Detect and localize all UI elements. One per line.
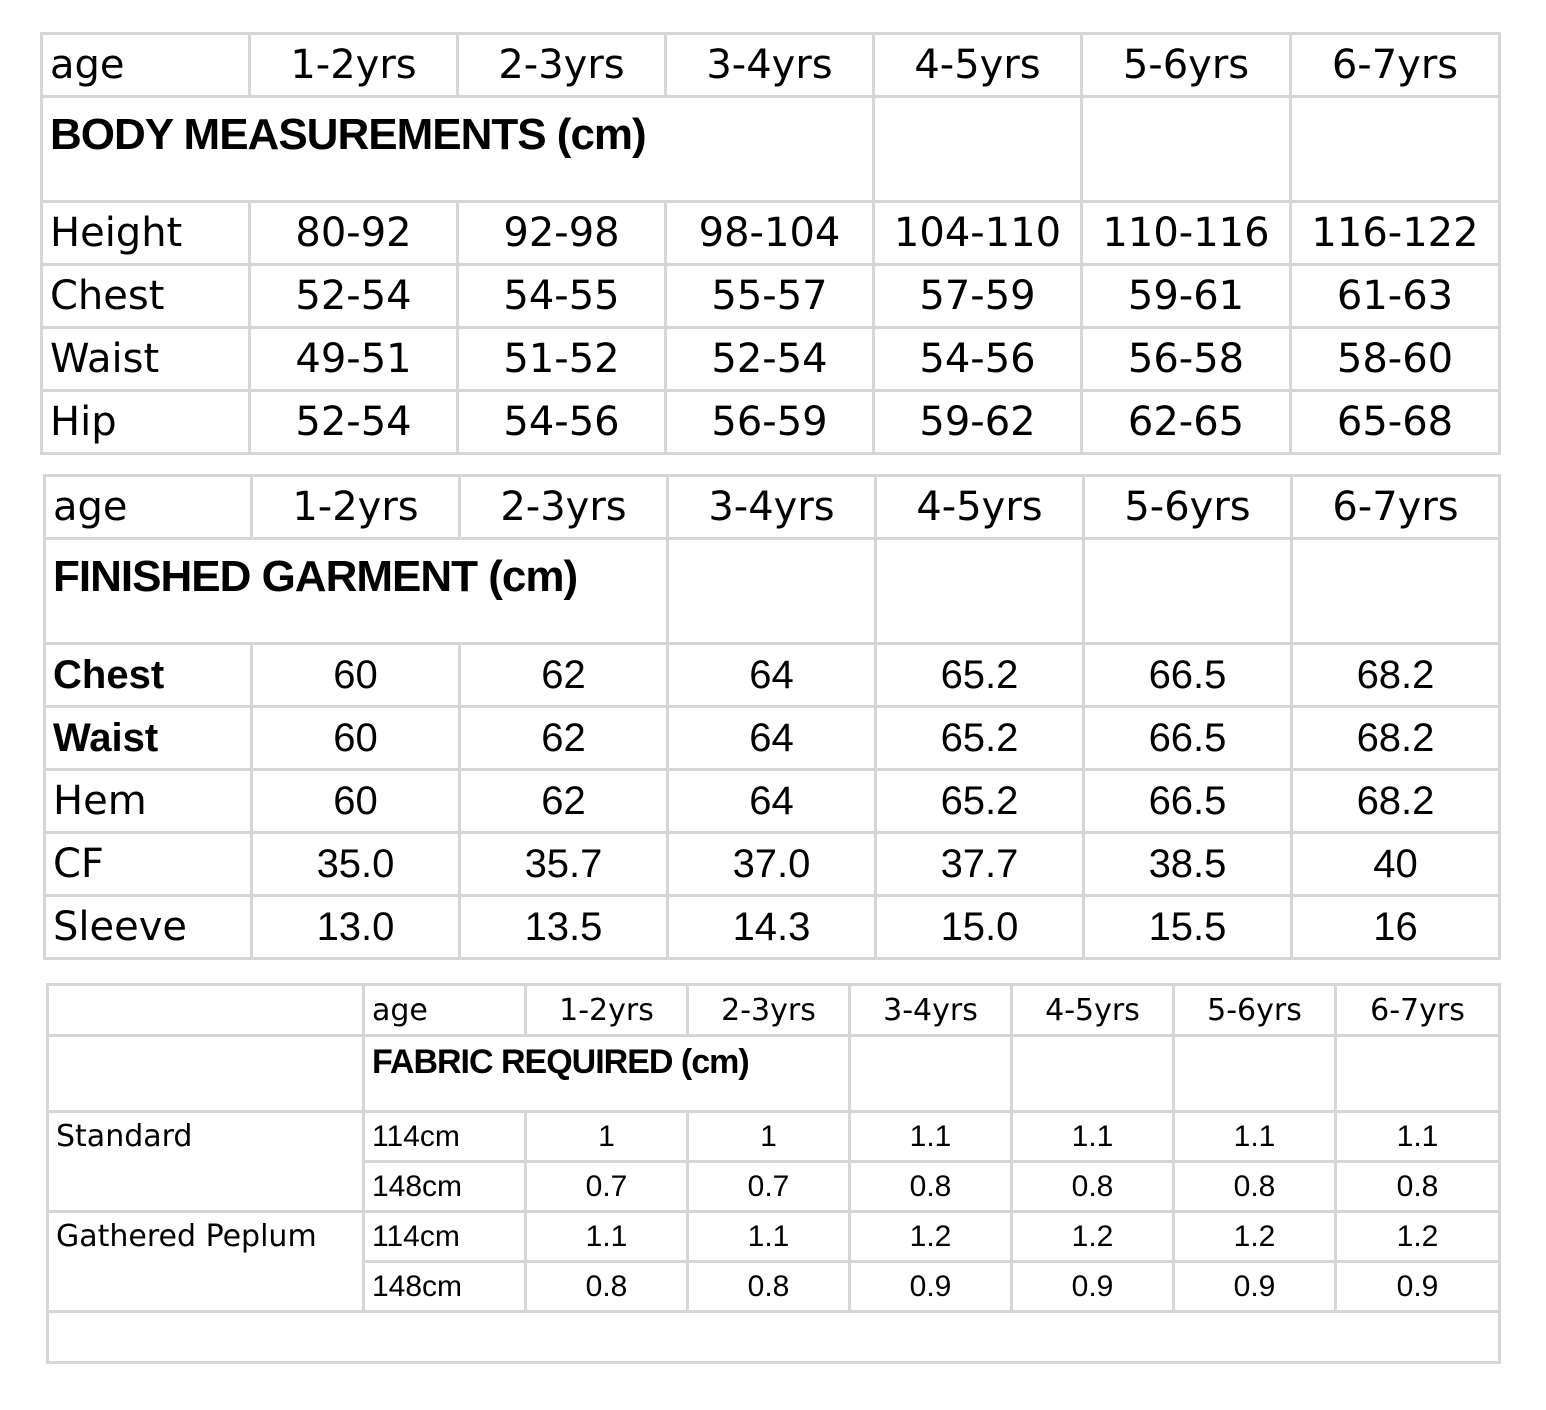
table-cell: 55-57	[666, 265, 874, 328]
table-cell: 62	[460, 707, 668, 770]
fabric-width: 114cm	[364, 1212, 526, 1262]
finished-garment-table	[43, 474, 1501, 960]
table-cell: 68.2	[1292, 770, 1500, 833]
table-cell: 0.8	[688, 1262, 850, 1312]
table-cell: 1.2	[1174, 1212, 1336, 1262]
table-cell: 0.9	[850, 1262, 1012, 1312]
table-row	[45, 644, 1500, 707]
table-cell: 0.8	[1336, 1162, 1500, 1212]
table-cell: 0.9	[1012, 1262, 1174, 1312]
table-header-row	[45, 476, 1500, 539]
table-cell: 49-51	[250, 328, 458, 391]
body-measurements-table	[40, 32, 1501, 455]
table-cell: 65.2	[876, 770, 1084, 833]
table-cell: 13.0	[252, 896, 460, 959]
table-cell: 0.8	[526, 1262, 688, 1312]
table-cell: 51-52	[458, 328, 666, 391]
row-label: Hip	[42, 391, 250, 454]
table-row	[42, 202, 1500, 265]
table-cell: 68.2	[1292, 707, 1500, 770]
size-header: 4-5yrs	[1012, 985, 1174, 1036]
empty-cell	[874, 97, 1082, 202]
table-cell: 65.2	[876, 707, 1084, 770]
size-header: 4-5yrs	[876, 476, 1084, 539]
size-header: 3-4yrs	[668, 476, 876, 539]
table-cell: 1	[526, 1112, 688, 1162]
table-cell: 1.2	[1336, 1212, 1500, 1262]
table-cell: 13.5	[460, 896, 668, 959]
age-label: age	[42, 34, 250, 97]
empty-cell	[1082, 97, 1291, 202]
table-cell: 1.1	[850, 1112, 1012, 1162]
table-cell: 15.0	[876, 896, 1084, 959]
table-cell: 66.5	[1084, 707, 1292, 770]
table-cell: 37.7	[876, 833, 1084, 896]
table-cell: 64	[668, 644, 876, 707]
empty-cell	[1292, 539, 1500, 644]
section-title: BODY MEASUREMENTS (cm)	[42, 97, 874, 202]
table-cell: 116-122	[1291, 202, 1500, 265]
size-header: 1-2yrs	[252, 476, 460, 539]
table-row	[45, 896, 1500, 959]
table-row	[48, 1162, 1500, 1212]
row-label: Sleeve	[45, 896, 252, 959]
table-header-row	[48, 985, 1500, 1036]
table-cell: 1.1	[1174, 1112, 1336, 1162]
table-cell: 1.1	[526, 1212, 688, 1262]
table-header-row	[42, 34, 1500, 97]
age-label: age	[45, 476, 252, 539]
table-cell: 16	[1292, 896, 1500, 959]
table-cell: 54-55	[458, 265, 666, 328]
table-row	[48, 1262, 1500, 1312]
row-label	[48, 1162, 364, 1212]
table-cell: 14.3	[668, 896, 876, 959]
table-row	[48, 1212, 1500, 1262]
size-header: 3-4yrs	[666, 34, 874, 97]
table-cell: 104-110	[874, 202, 1082, 265]
table-cell: 98-104	[666, 202, 874, 265]
table-cell: 65.2	[876, 644, 1084, 707]
row-label: Height	[42, 202, 250, 265]
table-row	[42, 328, 1500, 391]
row-label: CF	[45, 833, 252, 896]
fabric-width: 148cm	[364, 1262, 526, 1312]
table-row	[45, 770, 1500, 833]
table-cell: 35.0	[252, 833, 460, 896]
table-title-row	[45, 539, 1500, 644]
table-cell: 37.0	[668, 833, 876, 896]
row-label: Hem	[45, 770, 252, 833]
size-header: 5-6yrs	[1084, 476, 1292, 539]
table-cell: 62-65	[1082, 391, 1291, 454]
table-cell: 62	[460, 644, 668, 707]
table-title-row	[42, 97, 1500, 202]
table-cell: 64	[668, 707, 876, 770]
empty-cell	[668, 539, 876, 644]
row-label: Waist	[45, 707, 252, 770]
row-label: Waist	[42, 328, 250, 391]
table-cell: 0.9	[1174, 1262, 1336, 1312]
empty-cell	[48, 985, 364, 1036]
empty-cell	[1291, 97, 1500, 202]
table-cell: 1.1	[688, 1212, 850, 1262]
table-cell: 110-116	[1082, 202, 1291, 265]
table-cell: 52-54	[250, 265, 458, 328]
table-cell: 60	[252, 770, 460, 833]
table-cell: 1.1	[1012, 1112, 1174, 1162]
table-cell: 1.2	[1012, 1212, 1174, 1262]
size-header: 1-2yrs	[250, 34, 458, 97]
table-cell: 68.2	[1292, 644, 1500, 707]
empty-cell	[850, 1036, 1012, 1112]
size-header: 1-2yrs	[526, 985, 688, 1036]
table-cell: 56-58	[1082, 328, 1291, 391]
empty-cell	[48, 1312, 1500, 1363]
age-label: age	[364, 985, 526, 1036]
table-cell: 59-61	[1082, 265, 1291, 328]
table-row	[45, 833, 1500, 896]
fabric-width: 148cm	[364, 1162, 526, 1212]
size-header: 2-3yrs	[460, 476, 668, 539]
size-header: 4-5yrs	[874, 34, 1082, 97]
table-cell: 1.1	[1336, 1112, 1500, 1162]
table-cell: 56-59	[666, 391, 874, 454]
size-header: 5-6yrs	[1174, 985, 1336, 1036]
table-cell: 92-98	[458, 202, 666, 265]
empty-cell	[1012, 1036, 1174, 1112]
table-cell: 66.5	[1084, 770, 1292, 833]
size-header: 3-4yrs	[850, 985, 1012, 1036]
table-cell: 38.5	[1084, 833, 1292, 896]
table-cell: 0.8	[850, 1162, 1012, 1212]
table-cell: 65-68	[1291, 391, 1500, 454]
row-label: Chest	[42, 265, 250, 328]
size-header: 2-3yrs	[458, 34, 666, 97]
table-row	[42, 265, 1500, 328]
row-label: Standard	[48, 1112, 364, 1162]
empty-cell	[1174, 1036, 1336, 1112]
table-cell: 0.8	[1174, 1162, 1336, 1212]
fabric-required-table	[46, 983, 1501, 1364]
empty-cell	[876, 539, 1084, 644]
empty-cell	[1336, 1036, 1500, 1112]
size-header: 6-7yrs	[1292, 476, 1500, 539]
table-cell: 58-60	[1291, 328, 1500, 391]
empty-cell	[48, 1036, 364, 1112]
size-header: 5-6yrs	[1082, 34, 1291, 97]
table-cell: 0.9	[1336, 1262, 1500, 1312]
empty-footer-row	[48, 1312, 1500, 1363]
table-cell: 57-59	[874, 265, 1082, 328]
section-title: FABRIC REQUIRED (cm)	[364, 1036, 850, 1112]
table-cell: 35.7	[460, 833, 668, 896]
table-cell: 52-54	[250, 391, 458, 454]
empty-cell	[1084, 539, 1292, 644]
table-title-row	[48, 1036, 1500, 1112]
table-cell: 54-56	[458, 391, 666, 454]
table-cell: 80-92	[250, 202, 458, 265]
table-cell: 64	[668, 770, 876, 833]
row-label: Gathered Peplum	[48, 1212, 364, 1262]
row-label	[48, 1262, 364, 1312]
size-header: 6-7yrs	[1291, 34, 1500, 97]
table-cell: 1.2	[850, 1212, 1012, 1262]
table-cell: 1	[688, 1112, 850, 1162]
table-cell: 0.7	[526, 1162, 688, 1212]
row-label: Chest	[45, 644, 252, 707]
fabric-width: 114cm	[364, 1112, 526, 1162]
table-cell: 59-62	[874, 391, 1082, 454]
table-cell: 62	[460, 770, 668, 833]
table-cell: 15.5	[1084, 896, 1292, 959]
table-cell: 61-63	[1291, 265, 1500, 328]
table-cell: 66.5	[1084, 644, 1292, 707]
size-header: 2-3yrs	[688, 985, 850, 1036]
table-cell: 54-56	[874, 328, 1082, 391]
section-title: FINISHED GARMENT (cm)	[45, 539, 668, 644]
table-row	[42, 391, 1500, 454]
table-cell: 60	[252, 707, 460, 770]
table-cell: 40	[1292, 833, 1500, 896]
table-cell: 60	[252, 644, 460, 707]
size-header: 6-7yrs	[1336, 985, 1500, 1036]
table-row	[45, 707, 1500, 770]
table-cell: 52-54	[666, 328, 874, 391]
table-cell: 0.8	[1012, 1162, 1174, 1212]
table-row	[48, 1112, 1500, 1162]
table-cell: 0.7	[688, 1162, 850, 1212]
